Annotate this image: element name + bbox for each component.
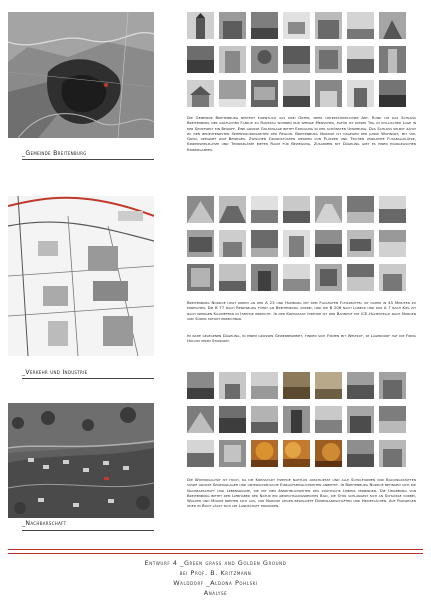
footer-author: Walddorf _Aldona Pohlski [173, 579, 258, 587]
photo-thumbnail [219, 264, 246, 291]
photo-thumbnail [187, 46, 214, 73]
photo-thumbnail [379, 264, 406, 291]
photo-thumbnail [347, 264, 374, 291]
photo-thumbnail [315, 196, 342, 223]
photo-thumbnail [187, 406, 214, 433]
photo-thumbnail [379, 46, 406, 73]
photo-thumbnail [347, 196, 374, 223]
footer-divider-bottom [8, 553, 423, 554]
photo-thumbnail [219, 406, 246, 433]
photo-thumbnail [251, 80, 278, 107]
photo-thumbnail [315, 440, 342, 467]
section-underline [22, 378, 154, 379]
photo-thumbnail [219, 12, 246, 39]
photo-thumbnail [219, 372, 246, 399]
photo-thumbnail [379, 406, 406, 433]
section-underline [22, 530, 154, 531]
photo-thumbnail [379, 80, 406, 107]
photo-thumbnail [187, 80, 214, 107]
photo-thumbnail [315, 80, 342, 107]
photo-grid-gemeinde [187, 12, 406, 107]
photo-thumbnail [283, 440, 310, 467]
photo-thumbnail [251, 440, 278, 467]
photo-thumbnail [283, 12, 310, 39]
photo-thumbnail [251, 264, 278, 291]
section-text-nachbarschaft: Die Wohnqualität ist hoch, da die Kreisstadt Itzehoe nahtlos anschliesst und alle Schulformen und Bildungsstätten sowie grosse Sportanlagen und unterschiedliche Einkaufsmöglichkeiten anbietet. In Breitenburg Nordoe befinden sich die Nachbarschaft und Lebensräume, die mit den Annehmlichkeiten des städtische Lebens verbinden. Die Umgebung von Breitenburg bietet dem Liebhaber der Natur ein abwechslungsreiches Bild, die Stör schlängelt sich an Schlösse vorbei, Wälder und Moore breiten sich aus, vor Nordoe liegen bewaldete Dünenlandschaften und Heideflächen. Auf Radwegen oder im Boot lässt sich die Landschaft erkunden. [187, 477, 416, 509]
photo-thumbnail [187, 12, 214, 39]
photo-thumbnail [315, 372, 342, 399]
photo-thumbnail [187, 264, 214, 291]
photo-thumbnail [347, 440, 374, 467]
footer-title-block [0, 558, 431, 598]
photo-thumbnail [283, 264, 310, 291]
photo-thumbnail [379, 440, 406, 467]
section-label-nachbarschaft: _Nachbarschaft [22, 520, 67, 527]
photo-thumbnail [283, 196, 310, 223]
section-text-verkehr-2: Im nahe gelegenen Dägeling, in einem grossen Gewerbegebiet, finden sich Firmen mit Weltruf, im Lägerdorf hat die Firma Holcim ihren Standort. [187, 333, 416, 344]
photo-thumbnail [283, 80, 310, 107]
photo-thumbnail [347, 230, 374, 257]
photo-thumbnail [347, 80, 374, 107]
photo-grid-nachbarschaft [187, 372, 406, 467]
footer-professor: bei Prof. B. Kritzmann [179, 569, 252, 577]
street-map-verkehr [8, 196, 154, 356]
photo-thumbnail [315, 230, 342, 257]
section-underline [22, 159, 154, 160]
photo-thumbnail [187, 372, 214, 399]
photo-thumbnail [283, 230, 310, 257]
photo-thumbnail [347, 12, 374, 39]
photo-thumbnail [187, 230, 214, 257]
photo-thumbnail [219, 80, 246, 107]
photo-thumbnail [379, 372, 406, 399]
footer-project-title: Entwurf 4 _Green grass and Golden Ground [144, 559, 287, 567]
photo-thumbnail [347, 372, 374, 399]
photo-thumbnail [219, 440, 246, 467]
photo-thumbnail [219, 196, 246, 223]
photo-thumbnail [315, 46, 342, 73]
photo-thumbnail [379, 196, 406, 223]
photo-thumbnail [251, 406, 278, 433]
photo-thumbnail [187, 196, 214, 223]
photo-thumbnail [251, 230, 278, 257]
photo-thumbnail [283, 46, 310, 73]
footer-subtitle: Analyse [203, 589, 228, 597]
photo-thumbnail [347, 406, 374, 433]
photo-thumbnail [283, 406, 310, 433]
section-text-gemeinde: Die Gemeinde Breitenburg besteht eigentlich aus drei Orten, mehr unterschiedlicher Art. Rund um das Schloss Breitenburg der gräflichen Familie zu Rantzau wohnen nur wenige Menschen, dafür ist dieser Teil in idyllischer Lage in der Sportwelt ein Begriff. Eine grosse Golfanlage bietet Erholung in der schönsten Umgebung. Das Schloss selbst zählt zu den bedeutendsten Sehenswürdigkeiten der Region. Breitenburg Nordoe ist dagegen der junge Wohnort, mit viel Grün, geeignet zum Bewegen. Zwischen Grundstücken werden von Plätzen und Teichen umrahmte Fussballplätze, Kinderspielplätze und Tennisplätze bieten Raum für Bewegung. Zusammen mit Dägeling gibt es einen evangelischen Kindergarten. [187, 115, 416, 152]
aerial-map-breitenburg [8, 12, 154, 138]
photo-thumbnail [251, 372, 278, 399]
photo-thumbnail [315, 12, 342, 39]
footer-divider-top [8, 549, 423, 550]
photo-grid-verkehr [187, 196, 406, 291]
photo-thumbnail [219, 46, 246, 73]
photo-thumbnail [379, 230, 406, 257]
photo-thumbnail [315, 406, 342, 433]
aerial-photo-nachbarschaft [8, 403, 154, 518]
section-text-verkehr: Breitenburg Nordoe liegt direkt an der A 23 und Hamburg mit dem Flughafen Fuhlsbüttel ist daher in 45 Minuten zu erreichen. Die B 77 nach Rendsburg führt am Breitenburg vorbei, und die B 206 nach Lübeck und zur A 7 nach Kiel ist nach wenigen Kilometern in Itzehoe erreicht. In der Kreisstadt Itzehoe ist der Bahnhof mit ICE-Haltestelle nach Norden und Süden sofort erreichbar. [187, 300, 416, 321]
photo-thumbnail [347, 46, 374, 73]
photo-thumbnail [251, 196, 278, 223]
photo-thumbnail [219, 230, 246, 257]
photo-thumbnail [187, 440, 214, 467]
section-label-verkehr: _Verkehr und Industrie [22, 369, 88, 376]
photo-thumbnail [315, 264, 342, 291]
photo-thumbnail [251, 46, 278, 73]
photo-thumbnail [251, 12, 278, 39]
photo-thumbnail [283, 372, 310, 399]
section-label-gemeinde: _Gemeinde Breitenburg [22, 150, 87, 157]
photo-thumbnail [379, 12, 406, 39]
